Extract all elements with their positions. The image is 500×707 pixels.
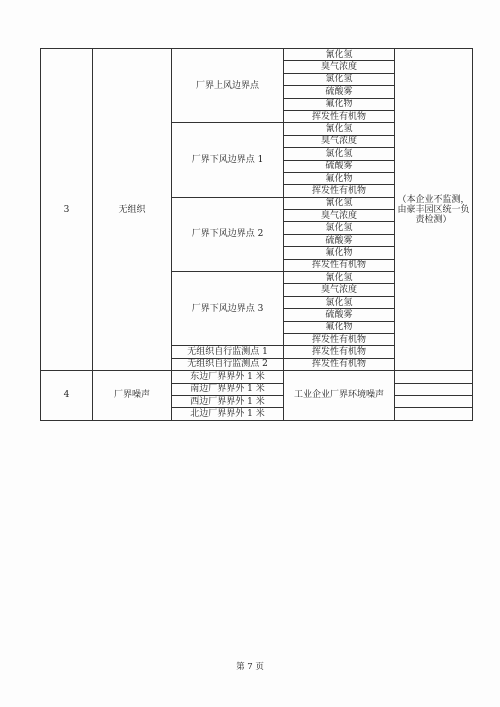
- table-row: [41, 49, 473, 61]
- pollutant-item: 挥发性有机物: [284, 333, 395, 345]
- source-type: 无组织: [93, 49, 172, 371]
- pollutant-item: 硫酸雾: [284, 86, 395, 98]
- pollutant-item: 臭气浓度: [284, 135, 395, 147]
- monitoring-point: 厂界下风边界点 1: [172, 123, 284, 197]
- source-type: 厂界噪声: [93, 371, 172, 421]
- table-row: [41, 371, 473, 383]
- pollutant-item: 臭气浓度: [284, 284, 395, 296]
- row-index: 3: [41, 49, 93, 371]
- pollutant-item: 挥发性有机物: [284, 185, 395, 197]
- pollutant-item: 硫酸雾: [284, 160, 395, 172]
- monitoring-point: 厂界下风边界点 2: [172, 197, 284, 271]
- monitoring-point: 北边厂界界外 1 米: [172, 408, 284, 420]
- pollutant-item: 氟化物: [284, 321, 395, 333]
- pollutant-item: 挥发性有机物: [284, 110, 395, 122]
- pollutant-item: 挥发性有机物: [284, 259, 395, 271]
- pollutant-item: 臭气浓度: [284, 210, 395, 222]
- monitoring-point: 无组织自行监测点 1: [172, 346, 284, 358]
- pollutant-item: 氰化氢: [284, 123, 395, 135]
- pollutant-item: 氟化物: [284, 172, 395, 184]
- pollutant-item: 氯化氢: [284, 222, 395, 234]
- pollutant-item: 氰化氢: [284, 49, 395, 61]
- pollutant-item: 臭气浓度: [284, 61, 395, 73]
- monitoring-table: [40, 48, 473, 421]
- pollutant-item: 氰化氢: [284, 272, 395, 284]
- remark-empty: [395, 408, 473, 420]
- monitoring-point: 南边厂界界外 1 米: [172, 383, 284, 395]
- monitoring-point: 西边厂界界外 1 米: [172, 395, 284, 407]
- pollutant-item: 挥发性有机物: [284, 358, 395, 370]
- pollutant-item: 硫酸雾: [284, 234, 395, 246]
- monitoring-point: 无组织自行监测点 2: [172, 358, 284, 370]
- pollutant-item: 氯化氢: [284, 148, 395, 160]
- remark-empty: [395, 395, 473, 407]
- page-number: 第 7 页: [236, 662, 264, 672]
- noise-item: 工业企业厂界环境噪声: [284, 371, 395, 421]
- row-index: 4: [41, 371, 93, 421]
- monitoring-point: 厂界上风边界点: [172, 49, 284, 123]
- remark-note: （本企业不监测，由豪丰园区统一负责检测）: [395, 49, 473, 371]
- monitoring-point: 厂界下风边界点 3: [172, 272, 284, 346]
- pollutant-item: 挥发性有机物: [284, 346, 395, 358]
- remark-empty: [395, 383, 473, 395]
- pollutant-item: 硫酸雾: [284, 309, 395, 321]
- remark-empty: [395, 371, 473, 383]
- pollutant-item: 氟化物: [284, 247, 395, 259]
- pollutant-item: 氟化物: [284, 98, 395, 110]
- pollutant-item: 氰化氢: [284, 197, 395, 209]
- pollutant-item: 氯化氢: [284, 296, 395, 308]
- monitoring-point: 东边厂界界外 1 米: [172, 371, 284, 383]
- pollutant-item: 氯化氢: [284, 73, 395, 85]
